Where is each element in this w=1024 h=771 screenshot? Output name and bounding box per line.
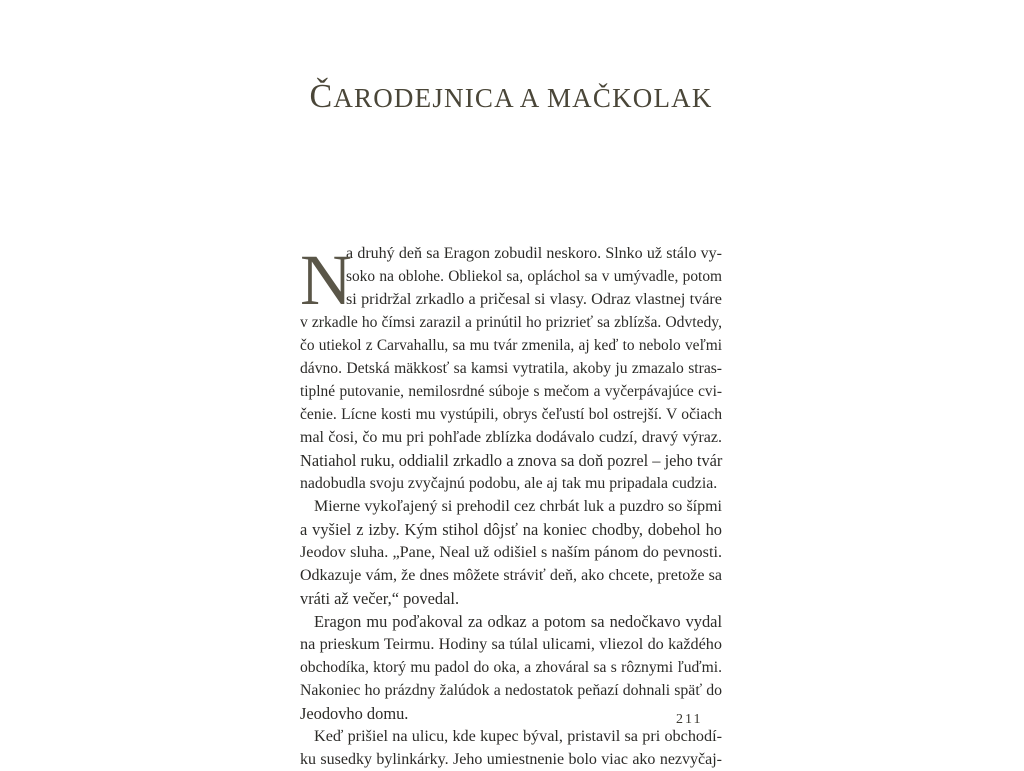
text-line: čenie. Lícne kosti mu vystúpili, obrys čeľustí bol ostrejší. V očiach bbox=[300, 406, 722, 423]
text-line: nadobudla svoju zvyčajnú podobu, ale aj tak mu pripadala cudzia. bbox=[300, 475, 718, 492]
text-line: a vyšiel z izby. Kým stihol dôjsť na koniec chodby, dobehol ho bbox=[300, 520, 722, 539]
text-line: Keď prišiel na ulicu, kde kupec býval, pristavil sa pri obchodí- bbox=[314, 727, 722, 745]
text-line: Natiahol ruku, oddialil zrkadlo a znova sa doň pozrel – jeho tvár bbox=[300, 451, 723, 470]
text-line: ku susedky bylinkárky. Jeho umiestnenie bolo viac ako nezvyčaj- bbox=[300, 751, 722, 768]
drop-cap: N bbox=[300, 240, 352, 320]
text-line: Nakoniec ho prázdny žalúdok a nedostatok peňazí dohnali späť do bbox=[300, 682, 722, 699]
text-line: a druhý deň sa Eragon zobudil neskoro. Slnko už stálo vy- bbox=[346, 245, 722, 262]
text-line: si pridržal zrkadlo a pričesal si vlasy. Odraz vlastnej tváre bbox=[346, 290, 722, 308]
text-line: čo utiekol z Carvahallu, sa mu tvár zmenila, aj keď to nebolo veľmi bbox=[300, 337, 722, 354]
text-line: vráti až večer,“ povedal. bbox=[300, 589, 460, 608]
text-line: dávno. Detská mäkkosť sa kamsi vytratila, akoby ju zmazalo stras- bbox=[300, 360, 722, 377]
text-line: Eragon mu poďakoval za odkaz a potom sa nedočkavo vydal bbox=[314, 612, 722, 631]
text-line: na prieskum Teirmu. Hodiny sa túlal ulicami, vliezol do každého bbox=[300, 635, 722, 653]
body-text bbox=[300, 242, 722, 771]
text-line: Mierne vykoľajený si prehodil cez chrbát luk a puzdro so šípmi bbox=[314, 498, 722, 515]
text-line: mal čosi, čo mu pri pohľade zblízka dodávalo cudzí, dravý výraz. bbox=[300, 429, 722, 446]
chapter-title bbox=[300, 78, 722, 116]
text-line: Jeodovho domu. bbox=[300, 704, 409, 723]
chapter-title-rest: ARODEJNICA A MAČKOLAK bbox=[333, 83, 713, 113]
text-line: tiplné putovanie, nemilosrdné súboje s mečom a vyčerpávajúce cvi- bbox=[300, 383, 722, 400]
text-line: Jeodov sluha. „Pane, Neal už odišiel s naším pánom do pevnosti. bbox=[300, 543, 722, 561]
text-line: obchodíka, ktorý mu padol do oka, a zhováral sa s rôznymi ľuďmi. bbox=[300, 659, 722, 676]
page-number: 211 bbox=[676, 712, 703, 727]
text-line: soko na oblohe. Obliekol sa, opláchol sa v umývadle, potom bbox=[346, 268, 722, 285]
chapter-title-initial: Č bbox=[309, 78, 334, 115]
text-line: Odkazuje vám, že dnes môžete stráviť deň, ako chcete, pretože sa bbox=[300, 567, 722, 584]
text-line: v zrkadle ho čímsi zarazil a prinútil ho prizrieť sa zblízša. Odvtedy, bbox=[300, 314, 722, 331]
